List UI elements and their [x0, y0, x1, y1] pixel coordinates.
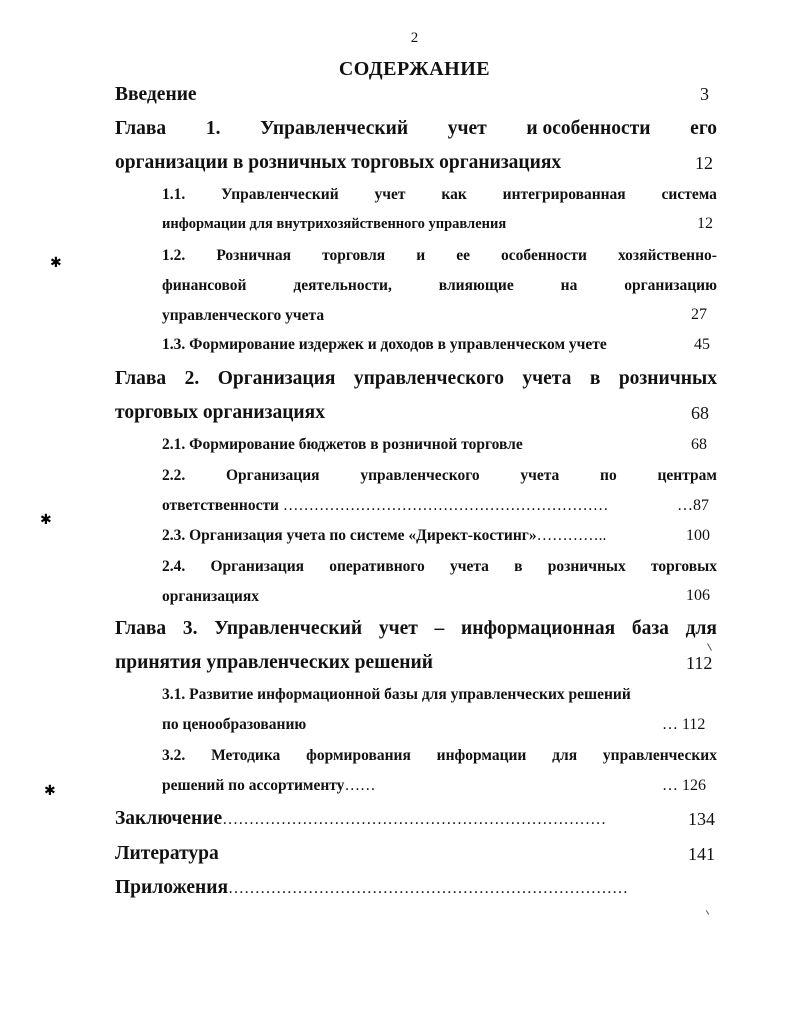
ink-blot-3: ✱ — [44, 784, 56, 799]
toc-ch1-line1: Глава 1. Управленческий учет и особенности его — [115, 118, 717, 139]
toc-s21-page: 68 — [691, 436, 707, 453]
toc-s24-page: 106 — [686, 587, 710, 604]
toc-ch2-line2: торговых организациях — [115, 402, 325, 423]
toc-s32-page: … 126 — [662, 777, 706, 794]
toc-s24-line1: 2.4. Организация оперативного учета в розничных торговых — [162, 558, 717, 575]
toc-ch2-page: 68 — [691, 403, 709, 423]
toc-intro: Введение — [115, 84, 197, 105]
toc-s11-page: 12 — [697, 215, 713, 232]
toc-s24-line2: организациях — [162, 588, 259, 605]
toc-s13: 1.3. Формирование издержек и доходов в управленческом учете — [162, 336, 607, 353]
toc-ch3-line1: Глава 3. Управленческий учет – информационная база для — [115, 618, 717, 639]
toc-s23-page: 100 — [686, 527, 710, 544]
toc-literature-page: 141 — [688, 844, 715, 864]
toc-s31-line1: 3.1. Развитие информационной базы для управленческих решений — [162, 686, 631, 703]
toc-s31-line2: по ценообразованию — [162, 716, 307, 733]
ink-blot-1: ✱ — [50, 256, 62, 271]
toc-s31-page: … 112 — [662, 716, 706, 733]
toc-conclusion: Заключение……………………………………………………………… — [115, 808, 607, 829]
scan-speck-1 — [707, 643, 712, 650]
page-title: СОДЕРЖАНИЕ — [338, 58, 491, 80]
toc-s22-line2: ответственности ……………………………………………………… — [162, 497, 609, 514]
toc-s32-line1: 3.2. Методика формирования информации для управленческих — [162, 747, 717, 764]
toc-s23-dots: ………….. — [536, 527, 607, 544]
toc-appendix-dots: ………………………………………………………………… — [228, 880, 629, 897]
toc-s12-line1: 1.2. Розничная торговля и ее особенности хозяйственно- — [162, 247, 717, 264]
toc-s32-dots: …… — [344, 777, 376, 794]
toc-s22-line1: 2.2. Организация управленческого учета по центрам — [162, 467, 717, 484]
toc-s32-line2: решений по ассортименту…… — [162, 777, 376, 794]
scan-speck-2 — [706, 910, 709, 915]
toc-appendix: Приложения………………………………………………………………… — [115, 877, 629, 898]
toc-literature: Литература — [115, 843, 219, 864]
toc-s12-page: 27 — [691, 306, 707, 323]
page-number: 2 — [410, 30, 419, 46]
toc-ch1-line2: организации в розничных торговых организациях — [115, 152, 562, 173]
toc-ch1-page: 12 — [695, 153, 713, 173]
toc-s12-line2: финансовой деятельности, влияющие на организацию — [162, 277, 717, 294]
toc-s21: 2.1. Формирование бюджетов в розничной торговле — [162, 436, 523, 453]
ink-blot-2: ✱ — [40, 513, 52, 528]
toc-conclusion-page: 134 — [688, 809, 715, 829]
toc-conclusion-dots: ……………………………………………………………… — [222, 811, 607, 828]
toc-s11-line1: 1.1. Управленческий учет как интегрированная система — [162, 186, 717, 203]
toc-s23: 2.3. Организация учета по системе «Директ-костинг»………….. — [162, 527, 607, 544]
toc-ch3-page: 112 — [686, 653, 713, 673]
toc-s11-line2: информации для внутрихозяйственного управления — [162, 216, 507, 232]
toc-s13-page: 45 — [694, 336, 710, 353]
toc-s22-dots: ……………………………………………………… — [282, 497, 609, 514]
toc-ch2-line1: Глава 2. Организация управленческого учета в розничных — [115, 368, 717, 389]
toc-s12-line3: управленческого учета — [162, 307, 325, 324]
toc-ch3-line2: принятия управленческих решений — [115, 652, 433, 673]
toc-intro-page: 3 — [700, 84, 709, 104]
toc-s22-page: …87 — [677, 497, 709, 514]
